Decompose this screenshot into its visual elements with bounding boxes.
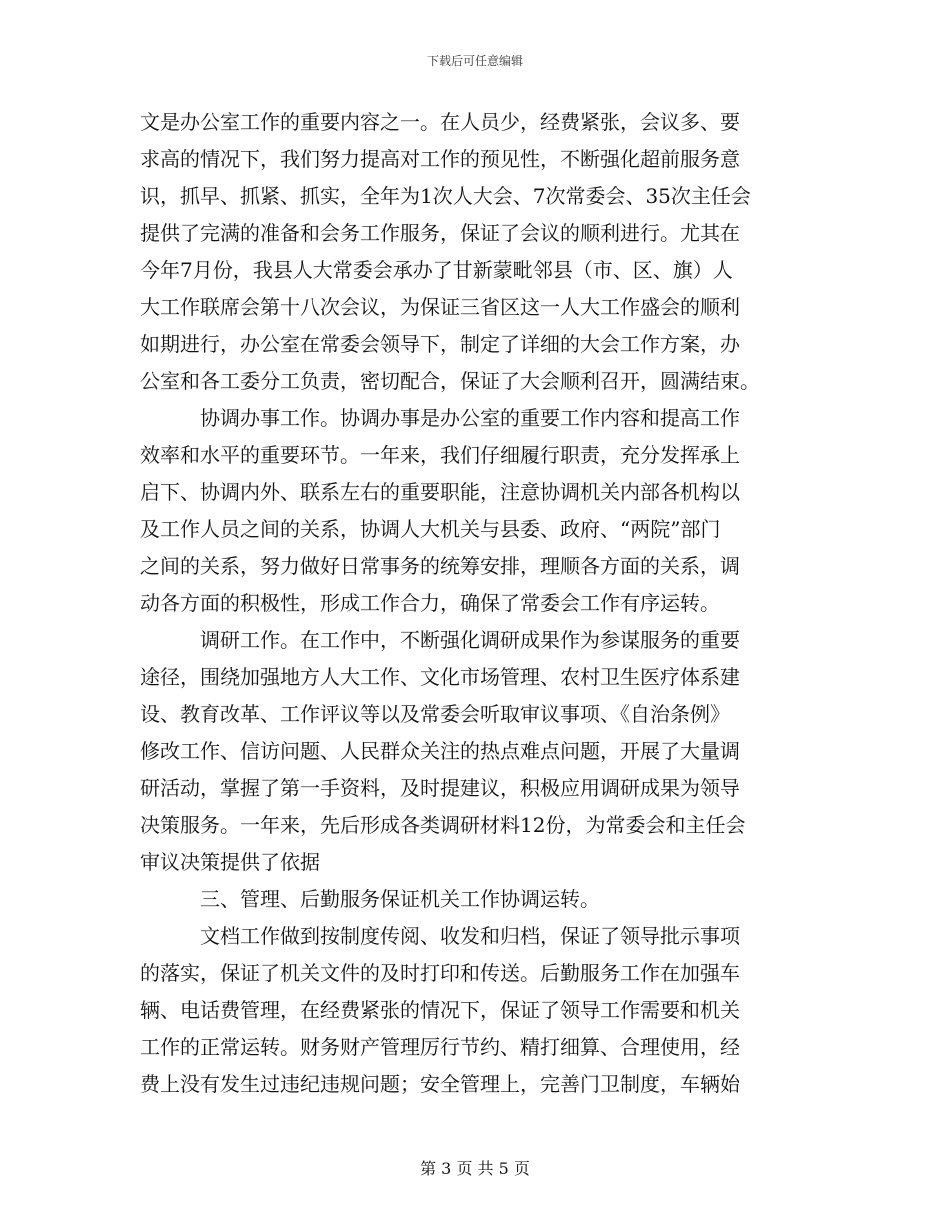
text-line: 途径，围绕加强地方人大工作、文化市场管理、农村卫生医疗体系建: [140, 665, 740, 689]
text-line: 提供了完满的准备和会务工作服务，保证了会议的顺利进行。尤其在: [140, 221, 740, 245]
text-line: 调研工作。在工作中，不断强化调研成果作为参谋服务的重要: [140, 628, 740, 652]
text-line: 动各方面的积极性，形成工作合力，确保了常委会工作有序运转。: [140, 591, 720, 615]
text-line: 协调办事工作。协调办事是办公室的重要工作内容和提高工作: [140, 406, 740, 430]
text-line: 如期进行，办公室在常委会领导下，制定了详细的大会工作方案，办: [140, 332, 740, 356]
section-heading: 三、管理、后勤服务保证机关工作协调运转。: [140, 887, 600, 911]
text-line: 启下、协调内外、联系左右的重要职能，注意协调机关内部各机构以: [140, 480, 740, 504]
text-line: 今年7月份，我县人大常委会承办了甘新蒙毗邻县（市、区、旗）人: [140, 258, 733, 282]
text-line: 效率和水平的重要环节。一年来，我们仔细履行职责，充分发挥承上: [140, 443, 740, 467]
text-line: 大工作联席会第十八次会议，为保证三省区这一人大工作盛会的顺利: [140, 295, 740, 319]
text-line: 求高的情况下，我们努力提高对工作的预见性，不断强化超前服务意: [140, 147, 740, 171]
text-line: 及工作人员之间的关系，协调人大机关与县委、政府、“两院”部门: [140, 517, 721, 541]
text-line: 研活动，掌握了第一手资料，及时提建议，积极应用调研成果为领导: [140, 776, 740, 800]
text-line: 文档工作做到按制度传阅、收发和归档，保证了领导批示事项: [140, 924, 740, 948]
text-line: 工作的正常运转。财务财产管理厉行节约、精打细算、合理使用，经: [140, 1035, 740, 1059]
text-line: 修改工作、信访问题、人民群众关注的热点难点问题，开展了大量调: [140, 739, 740, 763]
text-line: 审议决策提供了依据: [140, 850, 320, 874]
text-line: 辆、电话费管理，在经费紧张的情况下，保证了领导工作需要和机关: [140, 998, 740, 1022]
text-line: 之间的关系，努力做好日常事务的统筹安排，理顺各方面的关系，调: [140, 554, 740, 578]
text-line: 公室和各工委分工负责，密切配合，保证了大会顺利召开，圆满结束。: [140, 369, 760, 393]
page-header: 下载后可任意编辑: [426, 54, 523, 68]
text-line: 设、教育改革、工作评议等以及常委会听取审议事项、《自治条例》: [140, 702, 730, 726]
page-number-footer: 第 3 页 共 5 页: [420, 1159, 530, 1178]
text-line: 识，抓早、抓紧、抓实，全年为1次人大会、7次常委会、35次主任会: [140, 184, 751, 208]
document-body: [140, 104, 812, 1103]
text-line: 的落实，保证了机关文件的及时打印和传送。后勤服务工作在加强车: [140, 961, 740, 985]
text-line: 文是办公室工作的重要内容之一。在人员少，经费紧张，会议多、要: [140, 110, 740, 134]
text-line: 费上没有发生过违纪违规问题；安全管理上，完善门卫制度，车辆始: [140, 1072, 740, 1096]
text-line: 决策服务。一年来，先后形成各类调研材料12份，为常委会和主任会: [140, 813, 746, 837]
